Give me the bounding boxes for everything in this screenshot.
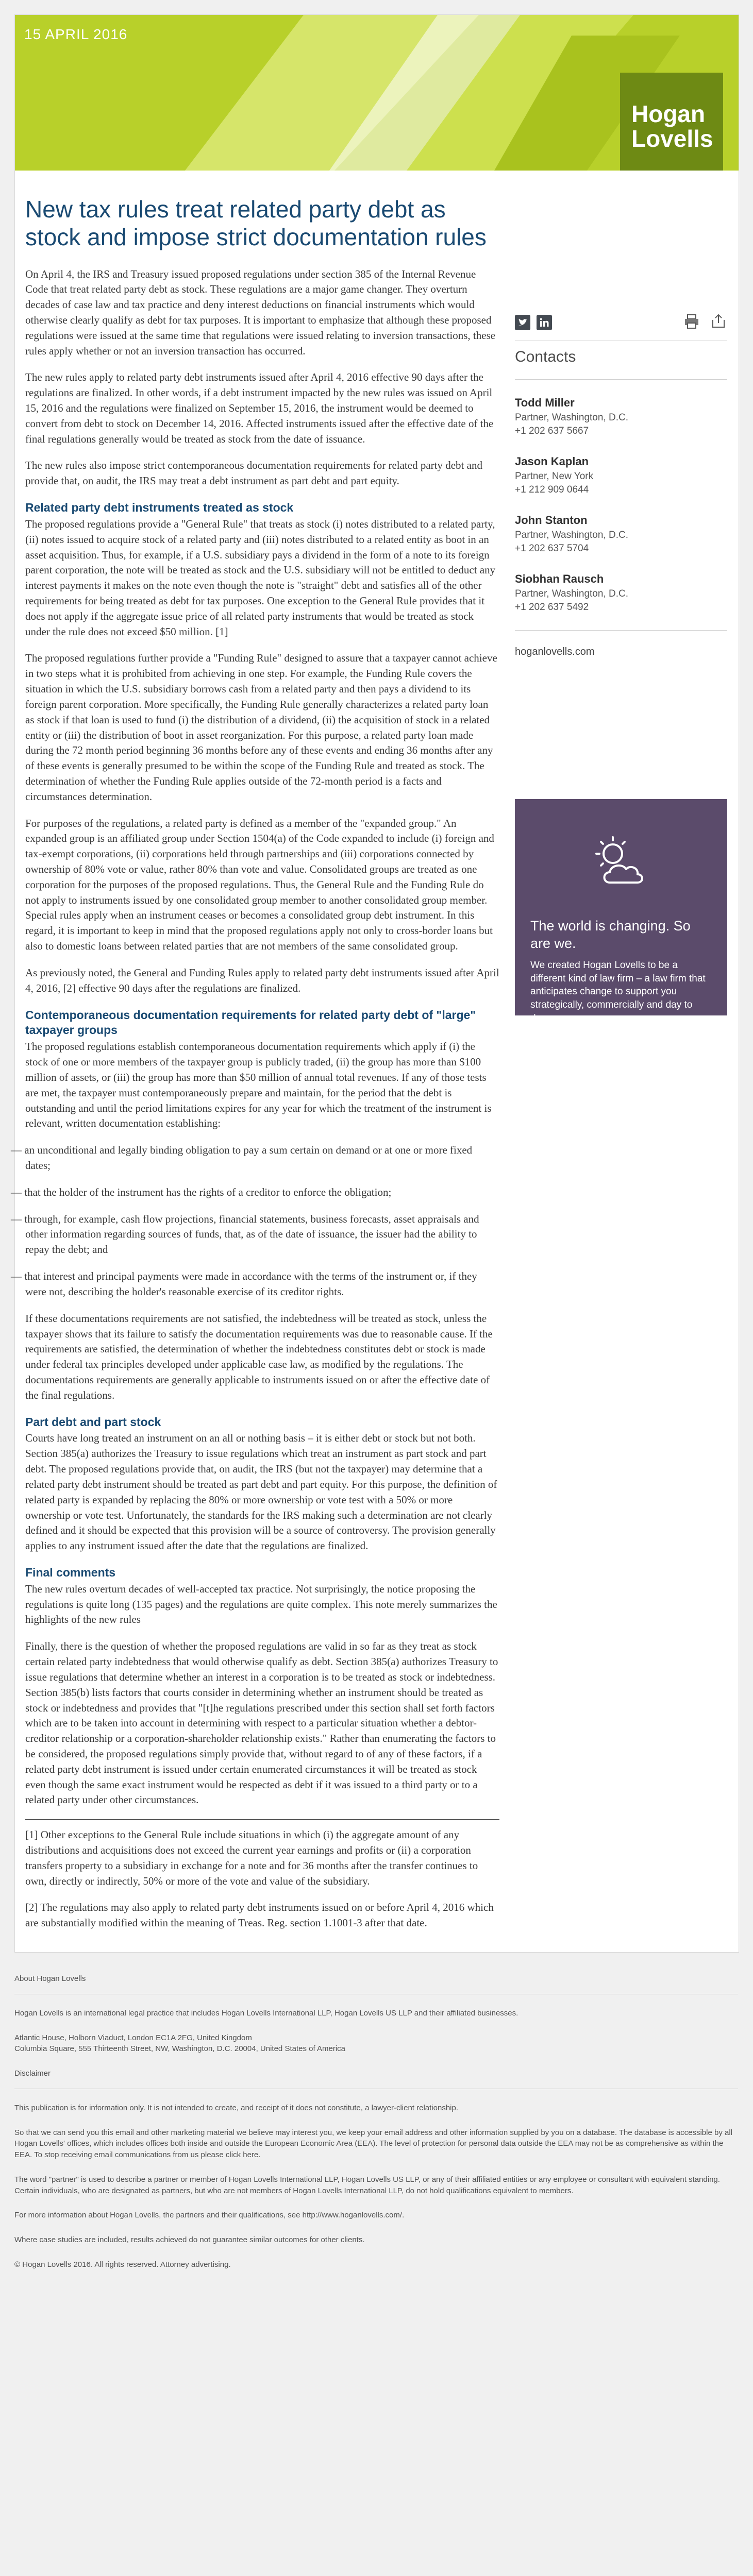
contacts-heading: Contacts — [515, 348, 576, 365]
footer-address-washington: Columbia Square, 555 Thirteenth Street, NW, Washington, D.C. 20004, United States of America — [14, 2044, 345, 2054]
divider — [515, 379, 727, 380]
footer-address-london: Atlantic House, Holborn Viaduct, London EC1A 2FG, United Kingdom — [14, 2033, 252, 2042]
footer-copyright: © Hogan Lovells 2016. All rights reserved. Attorney advertising. — [14, 2260, 231, 2269]
body-paragraph: If these documentations requirements are not satisfied, the indebtedness will be treated as stock, unless the taxpayer shows that its failure to satisfy the documentation requirements was due to reasonable cause. If the requirements are satisfied, the determination of whether the indebtedness constitutes debt or stock is made under federal tax principles developed under applicable case law, as modified by the regulations. The documentations requirements are generally applicable to instruments issued on or after the effective date of the final regulations. — [25, 1312, 493, 1401]
section-heading: Related party debt instruments treated as stock — [25, 501, 294, 515]
body-paragraph: The proposed regulations establish contemporaneous documentation requirements which apply if (i) the stock of one or more members of the taxpayer group is publicly traded, (ii) the group has more than $100 million of assets, or (iii) the group has more than $50 million of annual total revenues. If any of those tests are met, the taxpayer must contemporaneously prepare and maintain, for the period that the debt is outstanding and until the period limitations expires for any year for which the treatment of the instrument is relevant, written documentation establishing: — [25, 1040, 492, 1130]
contact-card — [515, 571, 727, 615]
intro-paragraph: On April 4, the IRS and Treasury issued proposed regulations under section 385 of the Internal Revenue Code that treat related party debt as stock. These regulations are a major game changer. They overturn decades of case law and tax practice and deny interest deductions on financial instruments which would otherwise clearly qualify as debt for tax purposes. It is important to emphasize that although these proposed regulations were issued at the same time that regulations were issued relating to inversion transactions, these rules apply whether or not an inversion transaction has occurred. — [25, 267, 496, 357]
requirement-item: — that interest and principal payments were made in accordance with the terms of the instrument or, if they were not, describing the holder's reasonable exercise of its creditor rights. — [11, 1270, 477, 1298]
twitter-icon[interactable] — [515, 315, 530, 330]
tool-links — [676, 313, 727, 333]
promo-heading: The world is changing. So are we. — [530, 918, 691, 951]
publication-date: 15 APRIL 2016 — [24, 26, 128, 42]
article-title: New tax rules treat related party debt as stock and impose strict documentation rules — [25, 196, 487, 251]
section-heading: Final comments — [25, 1565, 116, 1579]
requirement-item: — that the holder of the instrument has the rights of a creditor to enforce the obligation; — [11, 1185, 392, 1198]
contact-name[interactable]: Siobhan Rausch — [515, 572, 604, 585]
contact-phone[interactable]: +1 202 637 5704 — [515, 543, 589, 554]
contact-role: Partner, Washington, D.C. — [515, 529, 629, 540]
body-paragraph: The proposed regulations provide a "General Rule" that treats as stock (i) notes distributed to a related party, (ii) notes issued to acquire stock of a related party and (iii) notes distributed to a related entity as boot in an asset acquisition. Thus, for example, if a U.S. subsidiary pays a dividend in the form of a note to its foreign parent corporation, the note will be treated as stock and the U.S. subsidiary will not be entitled to deduct any interest payments it makes on the note even though the note is "straight" debt and satisfies all of the other requirements for being treated as debt for tax purposes. One exception to the General Rule provides that it does not apply if the aggregate issue price of all related party instruments that would be treated as stock under the rule does not exceed $50 million. [1] — [25, 517, 496, 638]
contact-card — [515, 395, 727, 438]
footer-about-text: Hogan Lovells is an international legal practice that includes Hogan Lovells International LLP, Hogan Lovells US LLP and their affiliated businesses. — [14, 2008, 518, 2018]
header-banner — [15, 15, 739, 171]
contact-phone[interactable]: +1 202 637 5492 — [515, 602, 589, 613]
email-container — [11, 14, 739, 1953]
intro-paragraph: The new rules apply to related party debt instruments issued after April 4, 2016 effective 90 days after the regulations are finalized. In other words, if a debt instrument impacted by the new rules was issued on April 15, 2016 and the regulations were finalized on September 15, 2016, the instrument would be deemed to convert from debt to stock on December 14, 2016. Affected instruments issued after the effective date of the final regulations generally would be treated as stock from the date of issuance. — [25, 371, 494, 445]
contact-phone[interactable]: +1 202 637 5667 — [515, 426, 589, 437]
section-heading: Contemporaneous documentation requirements for related party debt of "large" taxpayer groups — [25, 1008, 476, 1037]
contact-card — [515, 513, 727, 556]
footnote: [2] The regulations may also apply to related party debt instruments issued on or before April 4, 2016 which are substantially modified within the meaning of Treas. Reg. section 1.1001-3 after that date. — [25, 1901, 494, 1929]
footer-about-heading: About Hogan Lovells — [14, 1974, 86, 1983]
divider — [515, 630, 727, 631]
contacts-panel — [515, 341, 727, 658]
logo-line-2: Lovells — [631, 125, 713, 152]
footer-disclaimer-text: This publication is for information only. It is not intended to create, and receipt of it does not constitute, a lawyer-client relationship. — [14, 2103, 459, 2112]
print-icon[interactable] — [683, 313, 700, 333]
logo-line-1: Hogan — [631, 100, 706, 127]
footer — [14, 1973, 738, 2284]
linkedin-icon[interactable] — [537, 315, 552, 330]
website-link[interactable]: hoganlovells.com — [515, 646, 595, 657]
requirement-item: — through, for example, cash flow projections, financial statements, business forecasts, asset appraisals and other information regarding sources of funds, that, as of the date of issuance, the issuer had the ability to repay the debt; and — [11, 1212, 479, 1256]
body-paragraph: For purposes of the regulations, a related party is defined as a member of the "expanded group." An expanded group is an affiliated group under Section 1504(a) of the Code expanded to include (i) foreign and tax-exempt corporations, (ii) corporations held through partnerships and (iii) corporations connected by ownership of 80% vote or value, rather 80% than vote and value. Consolidated groups are treated as one corporation for the purposes of the proposed regulations. Thus, the General Rule and the Funding Rule do not apply to instruments issued by one consolidated group member to another consolidated group member. Special rules apply when an instrument ceases or becomes a consolidated group debt instrument. In this regard, it is important to keep in mind that the proposed regulations apply not only to cross-border loans but also to domestic loans between related parties that are not members of the same consolidated group. — [25, 817, 494, 953]
body-paragraph: Courts have long treated an instrument on an all or nothing basis – it is either debt or stock but not both. Section 385(a) authorizes the Treasury to issue regulations which treat an instrument as part stock and part debt. The proposed regulations provide that, on audit, the IRS (but not the taxpayer) may determine that a related party debt instrument should be treated as part debt and part equity. For this purpose, the definition of related party is expanded by replacing the 80% or more ownership or vote test with a 50% or more ownership or vote test. Unfortunately, the standards for the IRS making such a determination are not clearly defined and it should be expected that this provision will be a source of controversy. The provision generally applies to any instrument issued after the date that the regulations are finalized. — [25, 1432, 497, 1552]
share-icon[interactable] — [710, 313, 727, 333]
hogan-lovells-logo[interactable] — [620, 73, 723, 171]
promo-text: We created Hogan Lovells to be a different kind of law firm – a law firm that anticipates change to support you strategically, commercially and day to day. — [530, 960, 706, 1024]
contact-phone[interactable]: +1 212 909 0644 — [515, 484, 589, 496]
footer-results-text: Where case studies are included, results achieved do not guarantee similar outcomes for other clients. — [14, 2235, 365, 2244]
contact-card — [515, 454, 727, 497]
contact-name[interactable]: John Stanton — [515, 513, 588, 527]
promo-panel[interactable] — [515, 799, 727, 1024]
body-paragraph: The proposed regulations further provide a "Funding Rule" designed to assure that a taxpayer cannot achieve in two steps what it is prohibited from achieving in one step. For example, the Funding Rule covers the situation in which the U.S. subsidiary borrows cash from a related party and then pays a dividend to its foreign parent corporation. More specifically, the Funding Rule generally characterizes a related party loan as stock if that loan is used to fund (i) the distribution of a dividend, (ii) the acquisition of stock in a related entity or (iii) the distribution of boot in asset reorganization. For this purpose, a related party loan made during the 72 month period beginning 36 months before any of these events and ending 36 months after any of these events is generally presumed to be within the scope of the Funding Rule and treated as stock. The determination of whether the Funding Rule applies outside of the 72-month period is a facts and circumstances determination. — [25, 652, 497, 803]
sun-cloud-icon — [590, 835, 652, 892]
footer-partner-text: The word "partner" is used to describe a partner or member of Hogan Lovells International LLP, Hogan Lovells US LLP, or any of their affiliated entities or any employee or consultant with equivalent standing. Certain individuals, who are designated as partners, but who are not members of Hogan Lovells International LLP, do not hold qualifications equivalent to members. — [14, 2175, 720, 2195]
section-heading: Part debt and part stock — [25, 1415, 161, 1429]
contact-name[interactable]: Jason Kaplan — [515, 454, 589, 468]
social-links — [515, 315, 556, 330]
footer-more-info[interactable]: For more information about Hogan Lovells, the partners and their qualifications, see http://www.hoganlovells.com/. — [14, 2211, 405, 2220]
contact-role: Partner, Washington, D.C. — [515, 412, 629, 423]
footer-address — [14, 2032, 738, 2055]
footnote: [1] Other exceptions to the General Rule include situations in which (i) the aggregate amount of any distributions and acquisitions does not exceed the current year earnings and profits or (ii) a corporation transfers property to a subsidiary in exchange for a note and for 36 months after the transfer continues to own, directly or indirectly, 50% or more of the vote and value of the subsidiary. — [25, 1828, 478, 1887]
contact-role: Partner, New York — [515, 470, 594, 482]
footer-disclaimer-heading: Disclaimer — [14, 2069, 51, 2078]
article-body — [11, 195, 499, 1942]
body-paragraph: Finally, there is the question of whether the proposed regulations are valid in so far as they treat as stock certain related party indebtedness that would otherwise qualify as debt. Section 385(a) authorizes Treasury to issue regulations that determine whether an interest in a corporation is to be treated as stock or indebtedness. Section 385(b) lists factors that courts consider in determining whether an instrument should be treated as stock or indebtedness and provides that "[t]he regulations prescribed under this section shall set forth factors which are to be taken into account in determining with respect to a particular situation whether a debtor-creditor relationship or a corporation-shareholder relationship exists." Rather than enumerating the factors to be considered, the proposed regulations simply provide that, without regard to of any of these factors, if a related party debt instrument is issued under certain enumerated circumstances it will be treated as stock even though the same exact instrument would be respected as debt if it was issued to a third party or to a related party under other circumstances. — [25, 1640, 498, 1806]
body-paragraph: As previously noted, the General and Funding Rules apply to related party debt instruments issued after April 4, 2016, [2] effective 90 days after the regulations are finalized. — [25, 966, 499, 994]
body-paragraph: The new rules overturn decades of well-accepted tax practice. Not surprisingly, the notice proposing the regulations is quite long (135 pages) and the regulations are quite complex. This note merely summarizes the highlights of the new rules — [25, 1582, 497, 1626]
contact-name[interactable]: Todd Miller — [515, 396, 575, 409]
footer-privacy-text[interactable]: So that we can send you this email and other marketing material we believe may interest you, we keep your email address and other information supplied by you on a database. The database is accessible by all Hogan Lovells' offices, which includes offices both inside and outside the European Economic Area (EEA). The level of protection for personal data outside the EEA may not be as comprehensive as within the EEA. To stop receiving email communications from us please click here. — [14, 2128, 733, 2159]
contact-role: Partner, Washington, D.C. — [515, 588, 629, 599]
footnotes — [25, 1819, 499, 1931]
requirement-item: — an unconditional and legally binding obligation to pay a sum certain on demand or at one or more fixed dates; — [11, 1144, 473, 1172]
intro-paragraph: The new rules also impose strict contemporaneous documentation requirements for related party debt and provide that, on audit, the IRS may treat a debt instrument as part debt and part equity. — [25, 459, 482, 487]
